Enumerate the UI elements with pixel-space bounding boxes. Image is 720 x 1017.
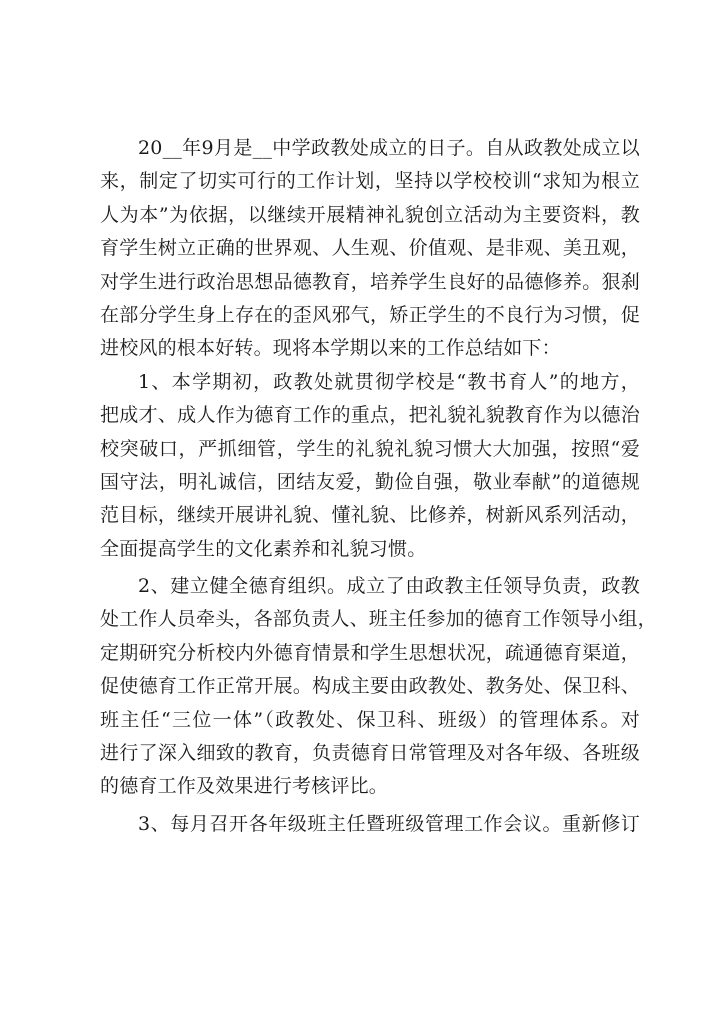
paragraph-line: 在部分学生身上存在的歪风邪气，矫正学生的不良行为习惯，促: [100, 303, 640, 326]
paragraph-line: 把成才、成人作为德育工作的重点，把礼貌礼貌教育作为以德治: [100, 404, 640, 427]
paragraph-line: 人为本”为依据，以继续开展精神礼貌创立活动为主要资料，教: [100, 203, 640, 226]
paragraph-line: 范目标，继续开展讲礼貌、懂礼貌、比修养，树新风系列活动，: [100, 504, 640, 527]
paragraph-line: 校突破口，严抓细管，学生的礼貌礼貌习惯大大加强，按照“爱: [100, 437, 640, 460]
paragraph-line: 20__年9月是__中学政教处成立的日子。自从政教处成立以: [138, 137, 640, 159]
document-body: [100, 132, 657, 841]
paragraph-line: 促使德育工作正常开展。构成主要由政教处、教务处、保卫科、: [100, 675, 640, 698]
paragraph-line: 育学生树立正确的世界观、人生观、价值观、是非观、美丑观，: [100, 237, 640, 260]
paragraph-line: 班主任“三位一体”（政教处、保卫科、班级）的管理体系。对: [100, 708, 640, 731]
paragraph-line: 进校风的根本好转。现将本学期以来的工作总结如下：: [100, 337, 561, 360]
paragraph-line: 2、建立健全德育组织。成立了由政教主任领导负责，政教: [138, 575, 640, 598]
paragraph-line: 3、每月召开各年级班主任暨班级管理工作会议。重新修订: [138, 812, 640, 835]
paragraph-line: 定期研究分析校内外德育情景和学生思想状况，疏通德育渠道，: [100, 641, 640, 664]
paragraph-line: 处工作人员牵头，各部负责人、班主任参加的德育工作领导小组，: [100, 608, 657, 631]
paragraph-line: 的德育工作及效果进行考核评比。: [100, 775, 389, 798]
paragraph-line: 来，制定了切实可行的工作计划，坚持以学校校训“求知为根立: [100, 170, 640, 193]
paragraph-line: 国守法，明礼诚信，团结友爱，勤俭自强，敬业奉献”的道德规: [100, 470, 640, 493]
paragraph-line: 进行了深入细致的教育，负责德育日常管理及对各年级、各班级: [100, 742, 640, 765]
paragraph-line: 1、本学期初，政教处就贯彻学校是“教书育人”的地方，: [138, 370, 640, 393]
paragraph-line: 对学生进行政治思想品德教育，培养学生良好的品德修养。狠刹: [100, 270, 640, 293]
paragraph-line: 全面提高学生的文化素养和礼貌习惯。: [100, 537, 427, 560]
